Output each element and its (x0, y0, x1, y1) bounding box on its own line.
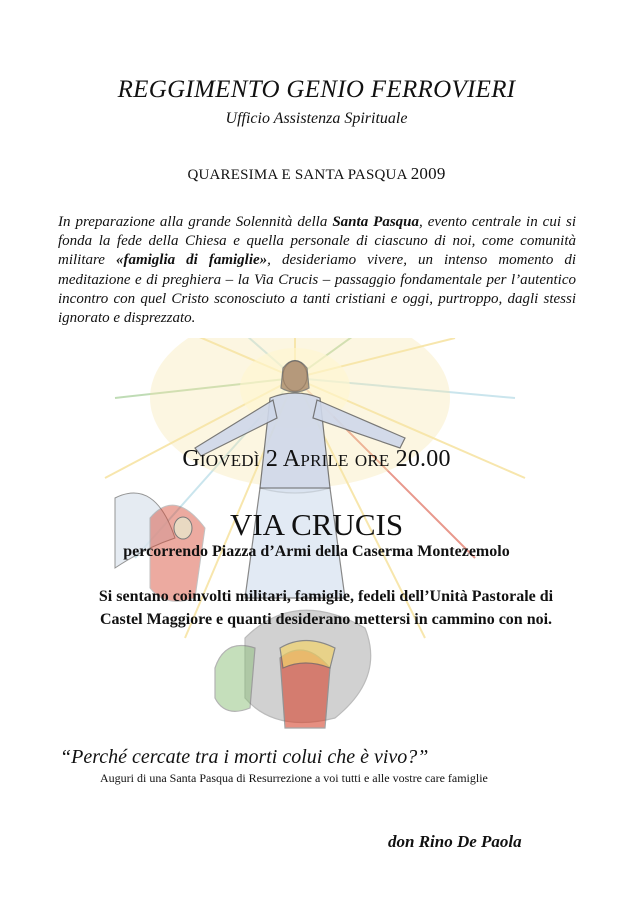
event-location: percorrendo Piazza d’Armi della Caserma Montezemolo (123, 543, 510, 560)
easter-wishes: Auguri di una Santa Pasqua di Resurrezione a voi tutti e alle vostre care famiglie (100, 771, 488, 785)
season-label: QUARESIMA E SANTA PASQUA (187, 167, 407, 183)
intro-text-2: , evento centrale in cui si fonda la fede della Chiesa e quella personale di ciascuno di noi, come comunità militare (58, 214, 576, 269)
event-invitation: Si sentano coinvolti militari, famiglie, fedeli dell’Unità Pastorale di Castel Maggiore e quanti desiderano mettersi in cammino con noi. (98, 588, 554, 628)
intro-text-3: , desideriamo vivere, un intenso momento di meditazione e di preghiera – la Via Crucis – passaggio fondamentale per l’autentico incontro con quel Cristo sconosciuto a tanti cristiani e oggi, purtroppo, dagli stessi ignorato e disprezzato. (58, 252, 577, 327)
page-title: REGGIMENTO GENIO FERROVIERI (117, 76, 516, 103)
event-date: Giovedì 2 Aprile ore 20.00 (182, 446, 451, 472)
intro-bold-famiglia: «famiglia di famiglie» (115, 252, 268, 269)
page-subtitle: Ufficio Assistenza Spirituale (225, 110, 408, 127)
signature: don Rino De Paola (388, 832, 522, 851)
season-heading (0, 164, 633, 184)
intro-paragraph (58, 213, 576, 328)
season-year: 2009 (410, 164, 446, 183)
gospel-quote: “Perché cercate tra i morti colui che è vivo?” (60, 746, 429, 768)
intro-text-1: In preparazione alla grande Solennità della (58, 214, 333, 230)
intro-bold-santa-pasqua: Santa Pasqua (332, 214, 420, 230)
event-title: VIA CRUCIS (229, 507, 404, 542)
